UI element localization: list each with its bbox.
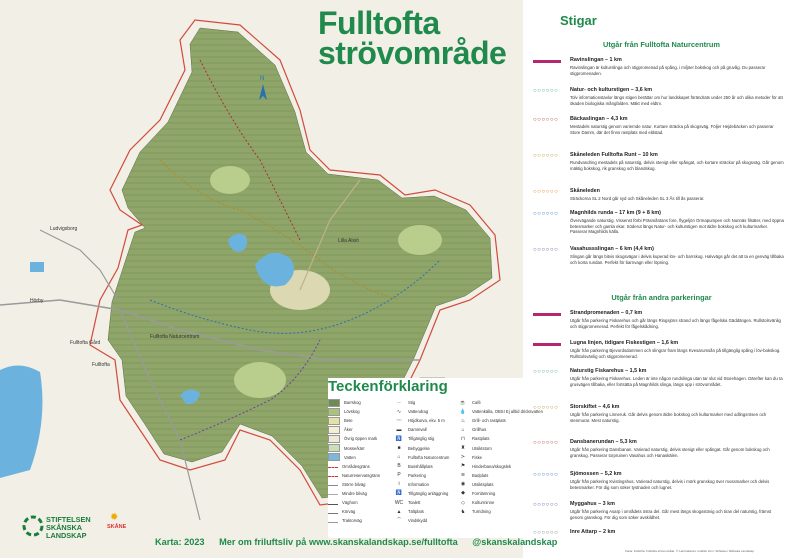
legend-label: Traktorväg <box>342 518 362 524</box>
legend-item <box>328 416 380 425</box>
legend-label: Vattendrag <box>408 409 429 415</box>
pond <box>30 262 44 272</box>
legend-label: Badplats <box>472 472 489 478</box>
trail-symbol-icon: ○○○○○○ <box>533 117 559 123</box>
trail-name: Myggahus – 3 km <box>570 501 615 507</box>
trail-name: Strandpromenaden – 0,7 km <box>570 310 643 316</box>
credit-text: Karta: Fulltofta, Fulltofta strövområde, © Lantmäteriet. Grafisk form: Stiftelsen Skånska Landskap <box>625 549 754 553</box>
social-handle[interactable]: @skanskalandskap <box>472 537 558 547</box>
legend-col-routes <box>394 398 449 525</box>
legend-swatch <box>328 482 338 486</box>
tent-icon: ▲ <box>396 508 402 515</box>
water-source-icon: 💧 <box>459 408 467 415</box>
legend-label: Vindskydd <box>408 518 428 524</box>
cultural-heritage-icon: ◇ <box>461 499 465 506</box>
trail-description: Slingan går längs bitvis skogsvägar i delvis kuperad löv- och barrskog. Halvvägs går det att ta en genväg tillbaka och korta rundan. Perfekt för barnvagn eller löpning. <box>570 254 784 265</box>
trail-description: Utgår från parkering Dansbanan. Varierad naturstig, delvis stenigt eller spångat. Går genom bokskog och granskog. Passerar torpruinen Vasahus och Hanaskälen. <box>570 447 770 458</box>
website-link[interactable]: Mer om friluftsliv på www.skanskalandskap.se/fulltofta <box>219 537 458 547</box>
legend-swatch <box>328 417 340 425</box>
trail-description: Sträckorna SL 2 Nord går syd och Skåneleden SL 3 Ås till ås passerar. <box>570 196 705 201</box>
trail-symbol-icon: ○○○○○○ <box>533 153 559 159</box>
legend-item <box>328 453 380 462</box>
trail-description: Utgår från parkering Fiskarehus och går längs Ringsjöns strand och längs fågelska Gäddängen. Rullstolsvänlig och stigpromenerad. Perfekt för fågelskådning. <box>570 318 781 329</box>
toilet-icon: WC <box>394 499 404 506</box>
trail-description: Utgår från parkering Bjevordsdammen och slingrar fram längs Kvesarumsån på tillgänglig spång i löv-bokskog. Rullstolsvänlig och stigpromenerad. <box>570 348 781 359</box>
map-title <box>318 5 507 71</box>
viewpoint-icon: ◉ <box>460 481 466 488</box>
legend-item <box>394 489 449 498</box>
legend-item <box>394 425 449 434</box>
legend-swatch <box>328 453 340 461</box>
fishing-icon: ≻ <box>460 454 466 461</box>
legend-swatch <box>328 444 340 452</box>
legend-item <box>394 407 449 416</box>
trail-description: Mestadels naturstig genom variernde natur. Kortare sträcka på skogsväg. Följer Hejdebäcken och passerar Store Damm, där det finns rastplats med eldstad. <box>570 124 774 135</box>
legend-label: Områdesgräns <box>342 463 370 469</box>
legend-label: Bebyggelse <box>408 445 430 451</box>
trail-name: Storskiftet – 4,6 km <box>570 404 620 410</box>
trails-panel <box>523 0 800 558</box>
trail-symbol-icon: ○○○○○○ <box>533 189 559 195</box>
obstacle-course-icon: ⚑ <box>460 463 466 470</box>
legend-label: Information <box>408 481 429 487</box>
legend-label: Café <box>472 400 481 406</box>
legend-item <box>328 480 380 489</box>
legend-label: Grillhus <box>472 427 487 433</box>
legend <box>328 378 543 538</box>
trail-symbol-icon: ○○○○○○ <box>533 247 559 253</box>
trail-name: Vasahussslingan – 6 km (4,4 km) <box>570 246 654 252</box>
trail-symbol-icon <box>533 343 561 346</box>
trail-description: Utgår från parkering Fiskarehus. Leden är inte någon rundslinga utan tar slut vid Storehagen. Därefter kan du ta grusvägen tillbaka, eller fortsätta på Magnhilds slinga, längs upp i strövområdet. <box>570 376 783 387</box>
legend-swatch <box>328 473 338 477</box>
place-label: Ludvigsborg <box>50 226 78 232</box>
trail-name: Dansbanerundan – 5,3 km <box>570 439 637 445</box>
org-line: STIFTELSEN <box>46 515 91 524</box>
trail-name: Skåneleden Fulltofta Runt – 10 km <box>570 152 658 158</box>
trail-description: Utgår från parkering Linneruk. Går delvis genom äldre bokskog och kulturmarker med odlingsrösen och stenmurar. Mest naturstig. <box>570 412 767 423</box>
legend-swatch <box>328 435 340 443</box>
place-label: Fulltofta <box>92 362 110 368</box>
legend-swatch <box>328 510 338 514</box>
legend-label: Turridning <box>472 509 491 515</box>
legend-label: Kulturminne <box>472 500 495 506</box>
legend-item <box>328 434 380 443</box>
trail-symbol-icon <box>533 313 561 316</box>
legend-item <box>394 471 449 480</box>
rest-area-icon: ⊓ <box>461 435 465 442</box>
legend-label: Dammvall <box>408 427 427 433</box>
trail-name: Magnhilds runda – 17 km (9 + 8 km) <box>570 210 661 216</box>
legend-item <box>328 462 380 471</box>
legend-item <box>328 507 380 516</box>
legend-label: Fornlämning <box>472 490 496 496</box>
legend-label: Hinderbana/skogslek <box>472 463 512 469</box>
org-line: SKÅNSKA <box>46 523 83 532</box>
cafe-icon: ☕ <box>459 399 467 406</box>
building-icon: ■ <box>397 445 401 452</box>
legend-label: Mindre bilväg <box>342 490 367 496</box>
trail-description: Övervägande naturstig. Vissenst förbi Präsmåntans fore, flygeljön Ormapumpen och Nunnäs filsäter, med öppna betesmarker och gamla ekar. Söderut längs Natur- och kulturstigen mot äldre bokskog och kulturmarker. Passerar Magnhilds källa. <box>570 218 784 235</box>
legend-label: Höjdkurva, ekv. 5 m <box>408 418 445 424</box>
trail-name: Sjömossen – 5,2 km <box>570 471 622 477</box>
grill-icon: ♨ <box>460 417 466 424</box>
legend-label: Fulltofta Naturcentrum <box>408 454 450 460</box>
legend-item <box>394 398 449 407</box>
legend-label: Vatten <box>344 454 356 460</box>
org-line: LANDSKAP <box>46 531 87 540</box>
trail-name: Bäckaslingan – 4,3 km <box>570 116 628 122</box>
trail-symbol-icon: ○○○○○○ <box>533 530 559 536</box>
trail-description: Tolv informationstavlor längs stigen berättar om hur landskapet förändrats under 250 år och olika metoder för att ökaden biologiska mångfalden. Mäkt med eldtrv. <box>570 95 783 106</box>
legend-label: Tillgänglig anläggning <box>408 490 449 496</box>
place-label: Fulltofta Gård <box>70 340 101 346</box>
skane-logo-icon: ✹ <box>110 512 119 523</box>
legend-label: Barrskog <box>344 400 361 406</box>
place-label: Lilla Alsiö <box>338 238 359 244</box>
legend-label: Utsiktstorn <box>472 445 492 451</box>
trail-name: Ravinslingan – 1 km <box>570 57 622 63</box>
trail-symbol-icon: ○○○○○○ <box>533 502 559 508</box>
legend-label: Parkering <box>408 472 426 478</box>
legend-label: Fiske <box>472 454 483 460</box>
legend-swatch <box>328 501 338 505</box>
legend-label: Busshållplats <box>408 463 433 469</box>
swimming-icon: ≋ <box>460 472 466 479</box>
svg-text:N: N <box>260 76 265 82</box>
legend-col-landuse <box>328 398 380 525</box>
legend-swatch <box>328 399 340 407</box>
shelter-icon: ⌒ <box>396 518 402 525</box>
trail-description: Utgår från parkering Asarp i områdets östra del. Går mest längs skogsstövig och tiran del naturstig, främst genom granskog. För dig som söker avskildhet. <box>570 509 772 520</box>
legend-item <box>394 453 449 462</box>
legend-item <box>394 443 449 452</box>
legend-item <box>394 498 449 507</box>
group-heading: Utgår från Fulltofta Naturcentrum <box>602 40 721 49</box>
map-title-line1: Fulltofta <box>318 5 440 41</box>
stream-icon: ∿ <box>396 408 402 415</box>
legend-item <box>394 480 449 489</box>
trail-name: Lugna linjen, tidigare Fiskestigen – 1,6 km <box>570 340 679 346</box>
legend-heading: Teckenförklaring <box>328 378 448 395</box>
legend-label: Mosse/kärr <box>344 445 365 451</box>
legend-label: Åker <box>344 427 353 433</box>
legend-label: Tältplats <box>408 509 424 515</box>
legend-label: Vattenkälla, OBS! Ej alltid dricksvatten <box>472 409 543 415</box>
legend-item <box>328 516 380 525</box>
tower-icon: ♜ <box>460 445 466 452</box>
legend-swatch <box>328 519 338 523</box>
legend-item <box>328 398 380 407</box>
legend-label: Större bilväg <box>342 481 366 487</box>
legend-label: Körväg <box>342 509 356 515</box>
ancient-monument-icon: ◆ <box>461 490 465 497</box>
legend-label: Bete <box>344 418 353 424</box>
grill-house-icon: ⌂ <box>461 426 465 433</box>
legend-swatch <box>328 426 340 434</box>
legend-item <box>328 489 380 498</box>
parking-icon: P <box>397 472 401 479</box>
trail-name: Skåneleden <box>570 188 600 194</box>
legend-item <box>394 507 449 516</box>
trail-symbol-icon: ○○○○○○ <box>533 472 559 478</box>
legend-label: Utsiktsplats <box>472 481 494 487</box>
legend-item <box>394 516 449 525</box>
trail-name: Inre Attarp – 2 km <box>570 529 616 535</box>
horse-riding-icon: ♞ <box>460 508 466 515</box>
footer-text <box>155 537 569 547</box>
legend-label: Övrig öppen mark <box>344 436 378 442</box>
trail-symbol-icon <box>533 60 561 63</box>
legend-label: Rastplats <box>472 436 490 442</box>
legend-label: Grill- och rastplats <box>472 418 506 424</box>
legend-item <box>328 498 380 507</box>
trail-name: Natur- och kulturstigen – 3,6 km <box>570 87 653 93</box>
bus-stop-icon: B <box>397 463 401 470</box>
trail-description: Ravinslingan är kulturslinga och stigpromenad på spång, i miljöer bokskog och på gruvåg. Du passerar stigpromenaden. <box>570 65 766 76</box>
trail-symbol-icon: ○○○○○○ <box>533 440 559 446</box>
legend-label: Väghom <box>342 500 358 506</box>
legend-label: Tillgänglig stig <box>408 436 435 442</box>
legend-label: Toalett <box>408 500 421 506</box>
legend-label: Stig <box>408 400 416 406</box>
trail-name: Naturstig Fiskarehus – 1,5 km <box>570 368 647 374</box>
path-icon: ┈ <box>397 399 401 406</box>
legend-swatch <box>328 464 338 468</box>
map-year: Karta: 2023 <box>155 537 205 547</box>
trail-symbol-icon: ○○○○○○ <box>533 405 559 411</box>
trail-symbol-icon: ○○○○○○ <box>533 369 559 375</box>
accessible-icon: ♿ <box>395 490 403 497</box>
accessible-path-icon: ♿ <box>395 435 403 442</box>
contour-icon: 〰 <box>396 418 402 425</box>
legend-item <box>328 471 380 480</box>
legend-item <box>328 425 380 434</box>
legend-item <box>394 434 449 443</box>
legend-item <box>328 443 380 452</box>
legend-label: Lövskog <box>344 409 360 415</box>
nature-center-icon: ⌂ <box>397 454 401 461</box>
info-icon: i <box>398 481 400 488</box>
trail-symbol-icon: ○○○○○○ <box>533 88 559 94</box>
trail-description: Rundvandring mestadels på naturstig, delvis stenigt eller spångat, och kortare sträckor på skogsväg. Går genom mäktig bokskog, rik granskog och blandskog. <box>570 160 784 171</box>
organisation-name <box>46 516 91 540</box>
trail-description: Utgår från parkering Kvistingshus. Varierad naturstig, delvis i mörk granskog över mossmarker och delvis betesmarker. För dig som söker tystnaden och lugnet. <box>570 479 770 490</box>
legend-swatch <box>328 491 338 495</box>
group-heading: Utgår från andra parkeringar <box>611 293 712 302</box>
skanska-landskap-logo-icon <box>22 515 44 537</box>
place-label: Fulltofta Naturcentrum <box>150 334 200 340</box>
legend-label: Naturreservatsgräns <box>342 472 380 478</box>
legend-item <box>394 416 449 425</box>
dam-icon: ▬ <box>396 426 402 433</box>
legend-swatch <box>328 408 340 416</box>
map-title-line2: strövområde <box>318 35 507 71</box>
trails-heading: Stigar <box>560 13 597 28</box>
legend-item <box>328 407 380 416</box>
legend-item <box>394 462 449 471</box>
trail-symbol-icon: ○○○○○○ <box>533 211 559 217</box>
skane-label: SKÅNE <box>107 524 127 530</box>
place-label: Hörby <box>30 298 44 304</box>
